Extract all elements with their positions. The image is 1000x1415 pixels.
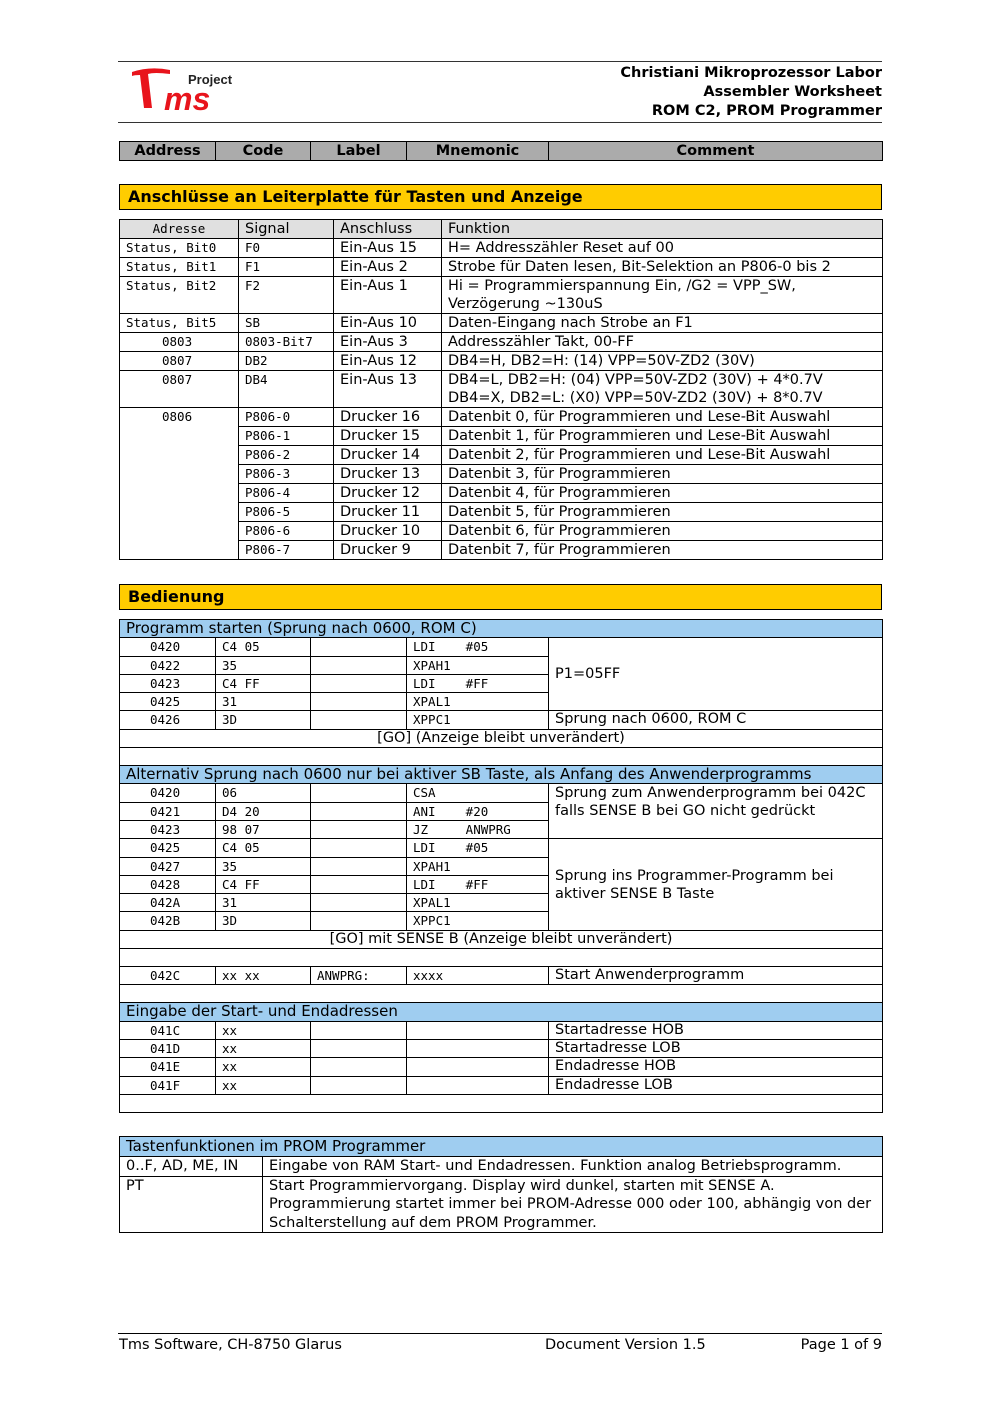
th-signal: Signal [239,220,334,239]
table-cell: 0423 [120,674,216,692]
cell-anschluss: Drucker 16 [334,408,442,427]
table-cell: C4 05 [216,638,311,656]
table-cell: LDI #FF [407,674,549,692]
table-cell: P806-5 [239,503,334,522]
cell-funktion: H= Addresszähler Reset auf 00 [442,239,883,258]
table-row [120,1076,883,1094]
cell-funktion: DB4=H, DB2=H: (14) VPP=50V-ZD2 (30V) [442,352,883,371]
table-cell: PT [120,1176,263,1233]
table-cell: xx [216,1076,311,1094]
table-cell: xxxx [407,967,549,985]
cell-adresse: Status, Bit2 [120,277,239,314]
table-cell: Endadresse HOB [549,1058,883,1076]
cell-adresse: Status, Bit0 [120,239,239,258]
table-cell: 0420 [120,638,216,656]
table-cell: 35 [216,656,311,674]
table-cell: Datenbit 6, für Programmieren [442,522,883,541]
section-title-anschluesse: Anschlüsse an Leiterplatte für Tasten und Anzeige [119,184,882,210]
table-row [120,333,883,352]
block-title-alternativ: Alternativ Sprung nach 0600 nur bei aktiver SB Taste, als Anfang des Anwenderprogramms [120,766,883,784]
table-cell [311,802,407,820]
col-address: Address [120,142,216,161]
table-row [120,620,883,638]
table-cell: 0423 [120,820,216,838]
table-cell: 0422 [120,656,216,674]
table-cell: P806-4 [239,484,334,503]
cell-funktion: Hi = Programmierspannung Ein, /G2 = VPP_SW, Verzögerung ~130uS [442,277,883,314]
table-cell: P806-1 [239,427,334,446]
table-cell [311,638,407,656]
cell-adresse: 0806 [120,408,239,560]
table-cell: Endadresse LOB [549,1076,883,1094]
table-cell: Datenbit 1, für Programmieren und Lese-Bit Auswahl [442,427,883,446]
table-cell: LDI #05 [407,638,549,656]
cell-signal: F1 [239,258,334,277]
table-cell: Start Anwenderprogramm [549,967,883,985]
table-cell: C4 05 [216,839,311,857]
cell-signal: DB4 [239,371,334,408]
spacer-row [120,949,883,967]
table-cell: 041C [120,1021,216,1039]
table-cell: Drucker 12 [334,484,442,503]
table-cell: xx [216,1021,311,1039]
th-anschluss: Anschluss [334,220,442,239]
table-row [120,1058,883,1076]
header-line-3: ROM C2, PROM Programmer [651,103,882,119]
table-cell: Drucker 15 [334,427,442,446]
table-row [120,371,883,408]
table-cell: XPPC1 [407,711,549,729]
cell-adresse: Status, Bit5 [120,314,239,333]
footer-company: Tms Software, CH-8750 Glarus [119,1337,342,1353]
table-row [120,1039,883,1057]
table-cell [407,1058,549,1076]
table-cell: P806-3 [239,465,334,484]
table-cell: JZ ANWPRG [407,820,549,838]
comment-sprung: Sprung nach 0600, ROM C [549,711,883,729]
cell-funktion: Strobe für Daten lesen, Bit-Selektion an P806-0 bis 2 [442,258,883,277]
cell-signal: SB [239,314,334,333]
table-row [120,1176,883,1233]
table-cell [311,693,407,711]
cell-anschluss: Ein-Aus 13 [334,371,442,408]
table-cell: Datenbit 2, für Programmieren und Lese-Bit Auswahl [442,446,883,465]
table-cell [311,1058,407,1076]
table-cell [311,820,407,838]
table-cell [311,894,407,912]
table-cell: 3D [216,912,311,930]
table-cell: P806-2 [239,446,334,465]
table-cell: Drucker 9 [334,541,442,560]
table-row [120,638,883,656]
table-cell: Datenbit 4, für Programmieren [442,484,883,503]
table-cell: CSA [407,784,549,802]
table-cell: LDI #05 [407,839,549,857]
table-row [120,258,883,277]
table-cell: C4 FF [216,674,311,692]
table-cell: 3D [216,711,311,729]
cell-adresse: 0807 [120,371,239,408]
footer-version: Document Version 1.5 [545,1337,706,1353]
table-cell [311,875,407,893]
col-label: Label [311,142,407,161]
table-cell [311,711,407,729]
block-title-tastenfunktionen: Tastenfunktionen im PROM Programmer [120,1137,883,1157]
table-cell: P806-6 [239,522,334,541]
note-go-sense-b: [GO] mit SENSE B (Anzeige bleibt unverändert) [120,930,883,948]
comment-anwender: Sprung zum Anwenderprogramm bei 042C falls SENSE B bei GO nicht gedrückt [549,784,883,839]
table-cell: 041E [120,1058,216,1076]
section-title-bedienung: Bedienung [119,584,882,610]
cell-funktion: Datenbit 0, für Programmieren und Lese-Bit Auswahl [442,408,883,427]
table-row [120,220,883,239]
table-cell: 35 [216,857,311,875]
table-cell: xx [216,1039,311,1057]
table-cell: Drucker 10 [334,522,442,541]
cell-anschluss: Ein-Aus 1 [334,277,442,314]
comment-p1: P1=05FF [549,638,883,711]
cell-anschluss: Ein-Aus 10 [334,314,442,333]
table-cell: Eingabe von RAM Start- und Endadressen. Funktion analog Betriebsprogramm. [263,1157,883,1177]
th-adresse: Adresse [120,220,239,239]
table-cell: ANI #20 [407,802,549,820]
header-top-rule [118,61,882,62]
table-cell: Drucker 13 [334,465,442,484]
spacer-row [120,985,883,1003]
spacer-row [120,748,883,766]
table-cell: Datenbit 5, für Programmieren [442,503,883,522]
table-cell: 0427 [120,857,216,875]
table-cell: 042B [120,912,216,930]
table-cell: XPPC1 [407,912,549,930]
cell-funktion: DB4=L, DB2=H: (04) VPP=50V-ZD2 (30V) + 4*0.7V DB4=X, DB2=L: (X0) VPP=50V-ZD2 (30V) + 8*0.7V [442,371,883,408]
table-row [120,1094,883,1112]
column-header-table [119,141,883,161]
table-row [120,839,883,857]
table-row [120,1137,883,1157]
svg-text:Project: Project [188,72,233,87]
table-row [120,967,883,985]
cell-adresse: 0807 [120,352,239,371]
header-line-1: Christiani Mikroprozessor Labor [620,65,882,81]
header-bottom-rule [118,122,882,123]
table-cell: 31 [216,894,311,912]
table-cell [311,656,407,674]
cell-anschluss: Ein-Aus 12 [334,352,442,371]
cell-adresse: 0803 [120,333,239,352]
col-mnemonic: Mnemonic [407,142,549,161]
cell-funktion: Addresszähler Takt, 00-FF [442,333,883,352]
table-cell [311,1039,407,1057]
table-cell [311,674,407,692]
table-cell [311,1021,407,1039]
table-cell: P806-7 [239,541,334,560]
cell-anschluss: Ein-Aus 3 [334,333,442,352]
table-cell: xx [216,1058,311,1076]
table-row [120,930,883,948]
table-cell: xx xx [216,967,311,985]
table-row [120,784,883,802]
table-row [120,352,883,371]
table-cell [311,1076,407,1094]
table-row [120,985,883,1003]
table-cell: 0425 [120,693,216,711]
table-cell [311,857,407,875]
table-cell: LDI #FF [407,875,549,893]
table-cell [407,1039,549,1057]
table-cell [311,784,407,802]
table-cell: Drucker 11 [334,503,442,522]
cell-signal: F0 [239,239,334,258]
table-cell: Startadresse LOB [549,1039,883,1057]
table-cell: C4 FF [216,875,311,893]
table-cell: 0420 [120,784,216,802]
table-cell: D4 20 [216,802,311,820]
table-cell: 98 07 [216,820,311,838]
table-row [120,1003,883,1021]
cell-funktion: Daten-Eingang nach Strobe an F1 [442,314,883,333]
table-row [120,314,883,333]
col-code: Code [216,142,311,161]
table-cell: 041F [120,1076,216,1094]
cell-signal: F2 [239,277,334,314]
tms-logo [130,64,250,116]
table-row [120,949,883,967]
table-cell: 0428 [120,875,216,893]
cell-anschluss: Ein-Aus 15 [334,239,442,258]
table-cell: 041D [120,1039,216,1057]
table-cell [407,1076,549,1094]
table-cell: 0421 [120,802,216,820]
table-row [120,1021,883,1039]
table-cell [407,1021,549,1039]
table-cell: 0425 [120,839,216,857]
block-title-eingabe: Eingabe der Start- und Endadressen [120,1003,883,1021]
table-row [120,408,883,427]
anschluesse-table [119,219,883,560]
comment-programmer: Sprung ins Programmer-Programm bei aktiver SENSE B Taste [549,839,883,930]
table-row [120,711,883,729]
table-cell: Drucker 14 [334,446,442,465]
table-row [120,239,883,258]
block-title-programm-starten: Programm starten (Sprung nach 0600, ROM C) [120,620,883,638]
table-cell: 0..F, AD, ME, IN [120,1157,263,1177]
header-line-2: Assembler Worksheet [703,84,882,100]
table-cell: XPAL1 [407,894,549,912]
table-row [120,766,883,784]
cell-adresse: Status, Bit1 [120,258,239,277]
table-row [120,277,883,314]
th-funktion: Funktion [442,220,883,239]
bedienung-table [119,619,883,1113]
spacer-row [120,1094,883,1112]
table-cell: 06 [216,784,311,802]
cell-anschluss: Ein-Aus 2 [334,258,442,277]
table-cell: XPAL1 [407,693,549,711]
table-row [120,748,883,766]
cell-signal: DB2 [239,352,334,371]
table-cell: 0426 [120,711,216,729]
table-row [120,1157,883,1177]
footer-page-number: Page 1 of 9 [800,1337,882,1353]
table-cell: Datenbit 3, für Programmieren [442,465,883,484]
cell-signal: P806-0 [239,408,334,427]
table-cell: 042A [120,894,216,912]
tastenfunktionen-table [119,1136,883,1233]
table-cell: 042C [120,967,216,985]
table-cell: ANWPRG: [311,967,407,985]
cell-signal: 0803-Bit7 [239,333,334,352]
table-cell: Datenbit 7, für Programmieren [442,541,883,560]
table-cell: 31 [216,693,311,711]
document-title-block [620,64,882,121]
note-go: [GO] (Anzeige bleibt unverändert) [120,729,883,747]
svg-text:ms: ms [164,81,211,116]
table-cell [311,912,407,930]
table-cell: Start Programmiervorgang. Display wird dunkel, starten mit SENSE A. Programmierung startet immer bei PROM-Adresse 000 oder 100, abhängig von der Schalterstellung auf dem PROM Programmer. [263,1176,883,1233]
table-cell [311,839,407,857]
table-cell: XPAH1 [407,656,549,674]
table-cell: XPAH1 [407,857,549,875]
col-comment: Comment [549,142,883,161]
table-cell: Startadresse HOB [549,1021,883,1039]
table-row [120,142,883,161]
footer-rule [118,1333,882,1334]
table-row [120,729,883,747]
